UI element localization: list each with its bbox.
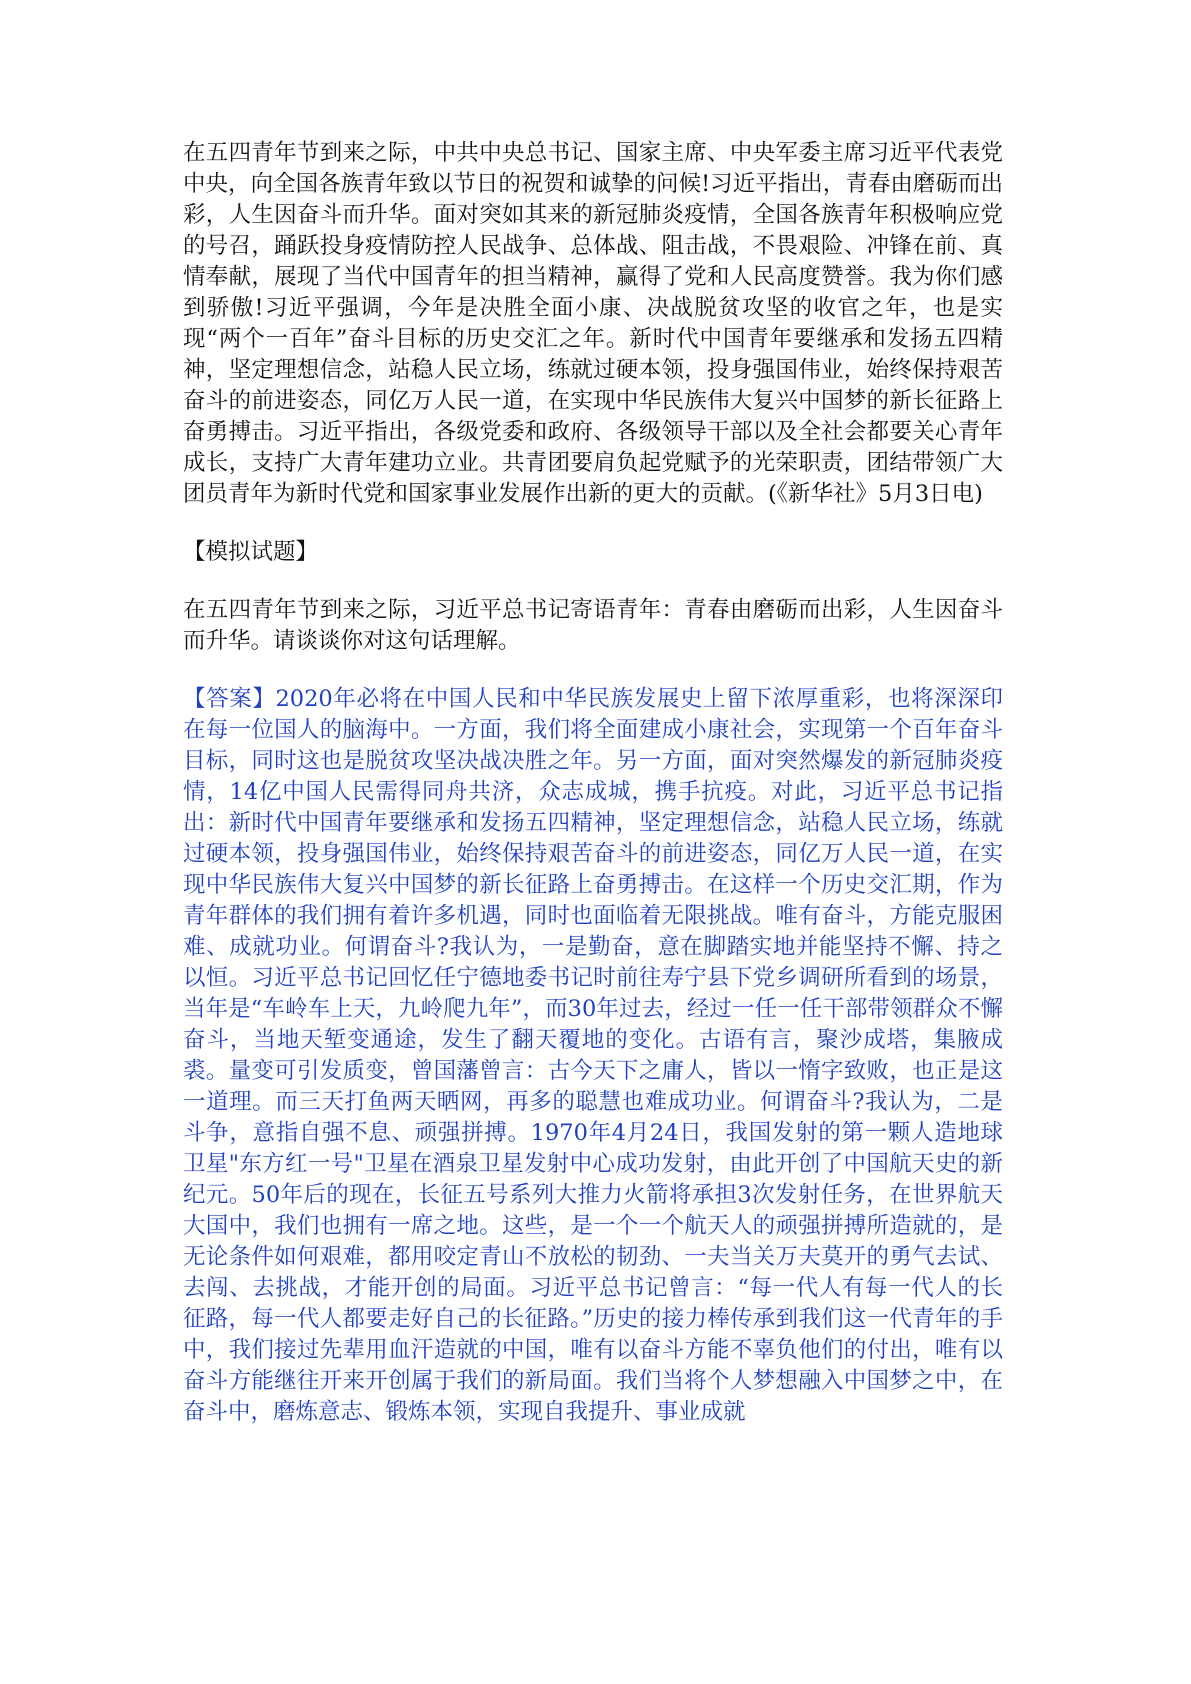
answer-text: 2020年必将在中国人民和中华民族发展史上留下浓厚重彩，也将深深印在每一位国人的脑海中。一方面，我们将全面建成小康社会，实现第一个百年奋斗目标，同时这也是脱贫攻坚决战决胜之年。另一方面，面对突然爆发的新冠肺炎疫情，14亿中国人民需得同舟共济，众志成城，携手抗疫。对此，习近平总书记指出：新时代中国青年要继承和发扬五四精神，坚定理想信念，站稳人民立场，练就过硬本领，投身强国伟业，始终保持艰苦奋斗的前进姿态，同亿万人民一道，在实现中华民族伟大复兴中国梦的新长征路上奋勇搏击。在这样一个历史交汇期，作为青年群体的我们拥有着许多机遇，同时也面临着无限挑战。唯有奋斗，方能克服困难、成就功业。何谓奋斗?我认为，一是勤奋，意在脚踏实地并能坚持不懈、持之以恒。习近平总书记回忆任宁德地委书记时前往寿宁县下党乡调研所看到的场景，当年是“车岭车上天，九岭爬九年”，而30年过去，经过一任一任干部带领群众不懈奋斗，当地天堑变通途，发生了翻天覆地的变化。古语有言，聚沙成塔，集腋成裘。量变可引发质变，曾国藩曾言：古今天下之庸人，皆以一惰字致败，也正是这一道理。而三天打鱼两天晒网，再多的聪慧也难成功业。何谓奋斗?我认为，二是斗争，意指自强不息、顽强拼搏。1970年4月24日，我国发射的第一颗人造地球卫星"东方红一号"卫星在酒泉卫星发射中心成功发射，由此开创了中国航天史的新纪元。50年后的现在，长征五号系列大推力火箭将承担3次发射任务，在世界航天大国中，我们也拥有一席之地。这些，是一个一个航天人的顽强拼搏所造就的，是无论条件如何艰难，都用咬定青山不放松的韧劲、一夫当关万夫莫开的勇气去试、去闯、去挑战，才能开创的局面。习近平总书记曾言：“每一代人有每一代人的长征路，每一代人都要走好自己的长征路。”历史的接力棒传承到我们这一代青年的手中，我们接过先辈用血汗造就的中国，唯有以奋斗方能不辜负他们的付出，唯有以奋斗方能继往开来开创属于我们的新局面。我们当将个人梦想融入中国梦之中，在奋斗中，磨炼意志、锻炼本领，实现自我提升、事业成就 bbox=[183, 686, 1003, 1425]
section-title: 【模拟试题】 bbox=[183, 539, 319, 565]
answer-tag: 【答案】 bbox=[183, 686, 276, 712]
question-paragraph: 在五四青年节到来之际，习近平总书记寄语青年：青春由磨砺而出彩，人生因奋斗而升华。请谈谈你对这句话理解。 bbox=[183, 597, 1003, 654]
answer-paragraph bbox=[183, 684, 1003, 1428]
news-paragraph: 在五四青年节到来之际，中共中央总书记、国家主席、中央军委主席习近平代表党中央，向全国各族青年致以节日的祝贺和诚挚的问候!习近平指出，青春由磨砺而出彩，人生因奋斗而升华。面对突如其来的新冠肺炎疫情，全国各族青年积极响应党的号召，踊跃投身疫情防控人民战争、总体战、阻击战，不畏艰险、冲锋在前、真情奉献，展现了当代中国青年的担当精神，赢得了党和人民高度赞誉。我为你们感到骄傲!习近平强调，今年是决胜全面小康、决战脱贫攻坚的收官之年，也是实现“两个一百年”奋斗目标的历史交汇之年。新时代中国青年要继承和发扬五四精神，坚定理想信念，站稳人民立场，练就过硬本领，投身强国伟业，始终保持艰苦奋斗的前进姿态，同亿万人民一道，在实现中华民族伟大复兴中国梦的新长征路上奋勇搏击。习近平指出，各级党委和政府、各级领导干部以及全社会都要关心青年成长，支持广大青年建功立业。共青团要肩负起党赋予的光荣职责，团结带领广大团员青年为新时代党和国家事业发展作出新的更大的贡献。(《新华社》5月3日电) bbox=[183, 140, 1003, 507]
document-content bbox=[183, 138, 1003, 1428]
